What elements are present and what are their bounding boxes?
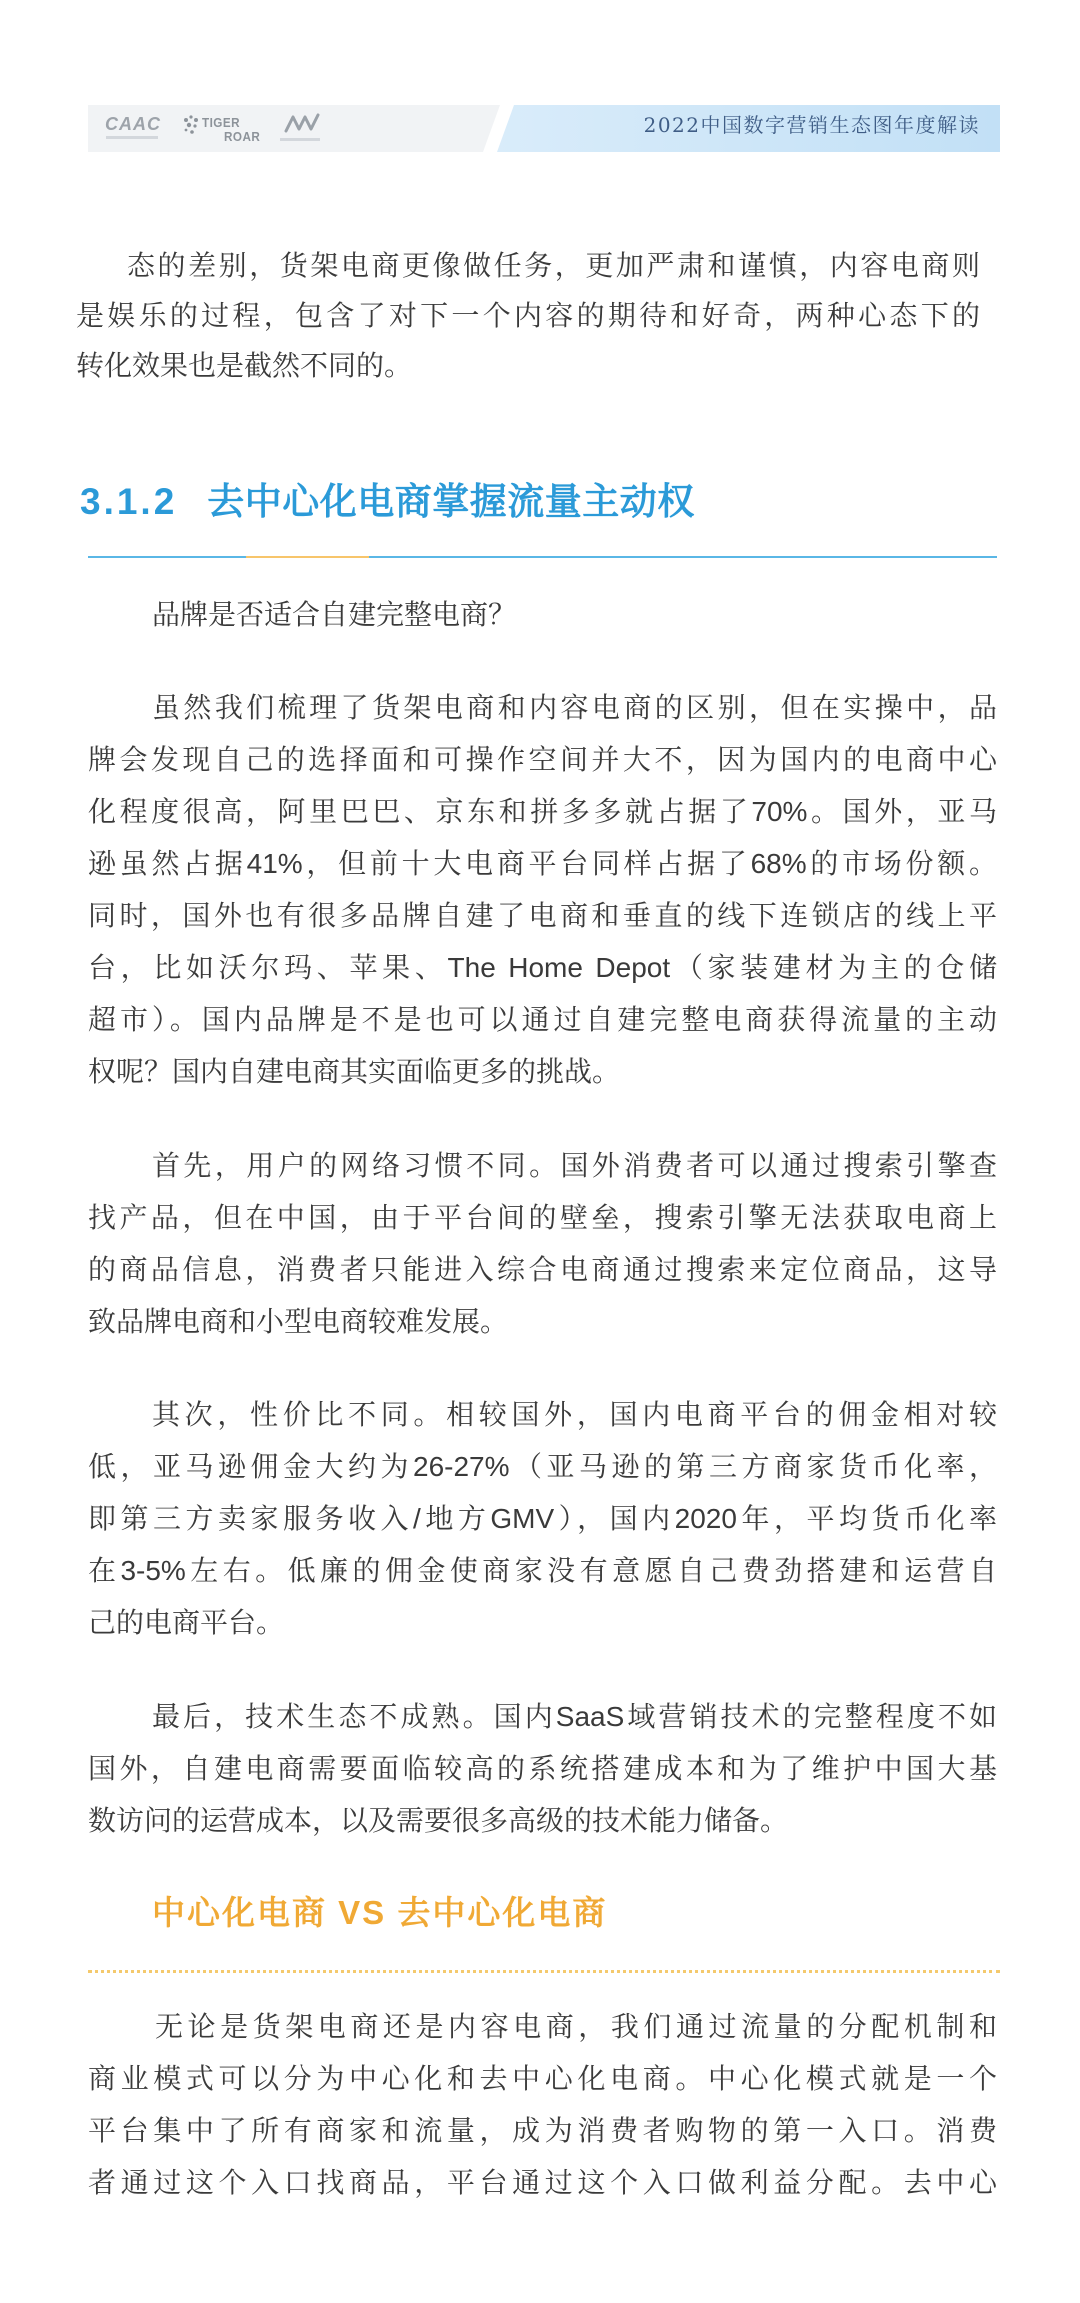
paragraph-line: 权呢？国内自建电商其实面临更多的挑战。	[88, 1056, 621, 1087]
paragraph-line: 者通过这个入口找商品，平台通过这个入口做利益分配。去中心	[88, 2167, 997, 2198]
question-text: 品牌是否适合自建完整电商？	[152, 599, 517, 630]
subsection-heading: 中心化电商 VS 去中心化电商	[152, 1894, 608, 1931]
body-paragraph	[88, 1691, 997, 1847]
dotted-divider	[88, 1970, 1000, 1973]
body-paragraph	[88, 1389, 997, 1649]
caac-logo: CAAC	[105, 114, 161, 134]
paragraph-line: 即第三方卖家服务收入/地方GMV），国内2020年，平均货币化率	[88, 1503, 997, 1534]
paragraph-line: 的商品信息，消费者只能进入综合电商通过搜索来定位商品，这导	[88, 1254, 997, 1285]
paragraph-line: 态的差别，货架电商更像做任务，更加严肃和谨慎，内容电商则	[127, 250, 980, 281]
paragraph-line: 国外，自建电商需要面临较高的系统搭建成本和为了维护中国大基	[88, 1753, 997, 1784]
paragraph-line: 台，比如沃尔玛、苹果、The Home Depot（家装建材为主的仓储	[88, 952, 997, 983]
partner-logo-subline	[280, 138, 320, 141]
paragraph-line: 找产品，但在中国，由于平台间的壁垒，搜索引擎无法获取电商上	[88, 1202, 997, 1233]
partner-wave-icon	[284, 111, 320, 135]
paragraph-line: 首先，用户的网络习惯不同。国外消费者可以通过搜索引擎查	[152, 1150, 997, 1181]
paragraph-line: 平台集中了所有商家和流量，成为消费者购物的第一入口。消费	[88, 2115, 997, 2146]
paragraph-line: 逊虽然占据41%，但前十大电商平台同样占据了68%的市场份额。	[88, 848, 997, 879]
tiger-dots-icon	[182, 114, 202, 138]
paragraph-line: 转化效果也是截然不同的。	[76, 350, 413, 381]
body-paragraph	[88, 1140, 997, 1348]
paragraph-line: 同时，国外也有很多品牌自建了电商和垂直的线下连锁店的线上平	[88, 900, 997, 931]
paragraph-line: 在3-5%左右。低廉的佣金使商家没有意愿自己费劲搭建和运营自	[88, 1555, 997, 1586]
paragraph-line: 无论是货架电商还是内容电商，我们通过流量的分配机制和	[155, 2011, 997, 2042]
caac-logo-subline	[106, 136, 158, 139]
closing-paragraph	[88, 2001, 997, 2209]
section-title: 去中心化电商掌握流量主动权	[207, 481, 695, 522]
paragraph-line: 商业模式可以分为中心化和去中心化电商。中心化模式就是一个	[88, 2063, 997, 2094]
intro-paragraph	[76, 241, 980, 391]
paragraph-line: 是娱乐的过程，包含了对下一个内容的期待和好奇，两种心态下的	[76, 300, 980, 331]
section-number: 3.1.2	[80, 481, 178, 522]
report-title: 2022中国数字营销生态图年度解读	[643, 113, 980, 137]
paragraph-line: 最后，技术生态不成熟。国内SaaS域营销技术的完整程度不如	[152, 1701, 997, 1732]
section-underline	[88, 556, 997, 558]
paragraph-line: 化程度很高，阿里巴巴、京东和拼多多就占据了70%。国外，亚马	[88, 796, 997, 827]
section-heading	[80, 474, 695, 530]
paragraph-line: 其次，性价比不同。相较国外，国内电商平台的佣金相对较	[152, 1399, 997, 1430]
tiger-roar-logo-bottom: ROAR	[224, 129, 261, 144]
paragraph-line: 低，亚马逊佣金大约为26-27%（亚马逊的第三方商家货币化率，	[88, 1451, 997, 1482]
section-underline-accent	[246, 556, 369, 558]
tiger-roar-logo-top: TIGER	[202, 115, 241, 130]
paragraph-line: 虽然我们梳理了货架电商和内容电商的区别，但在实操中，品	[152, 692, 997, 723]
paragraph-line: 数访问的运营成本，以及需要很多高级的技术能力储备。	[88, 1805, 789, 1836]
paragraph-line: 超市）。国内品牌是不是也可以通过自建完整电商获得流量的主动	[88, 1004, 997, 1035]
paragraph-line: 致品牌电商和小型电商较难发展。	[88, 1306, 509, 1337]
paragraph-line: 己的电商平台。	[88, 1607, 285, 1638]
paragraph-line: 牌会发现自己的选择面和可操作空间并大不，因为国内的电商中心	[88, 744, 997, 775]
body-paragraph	[88, 682, 997, 1098]
header-banner	[88, 105, 1000, 152]
